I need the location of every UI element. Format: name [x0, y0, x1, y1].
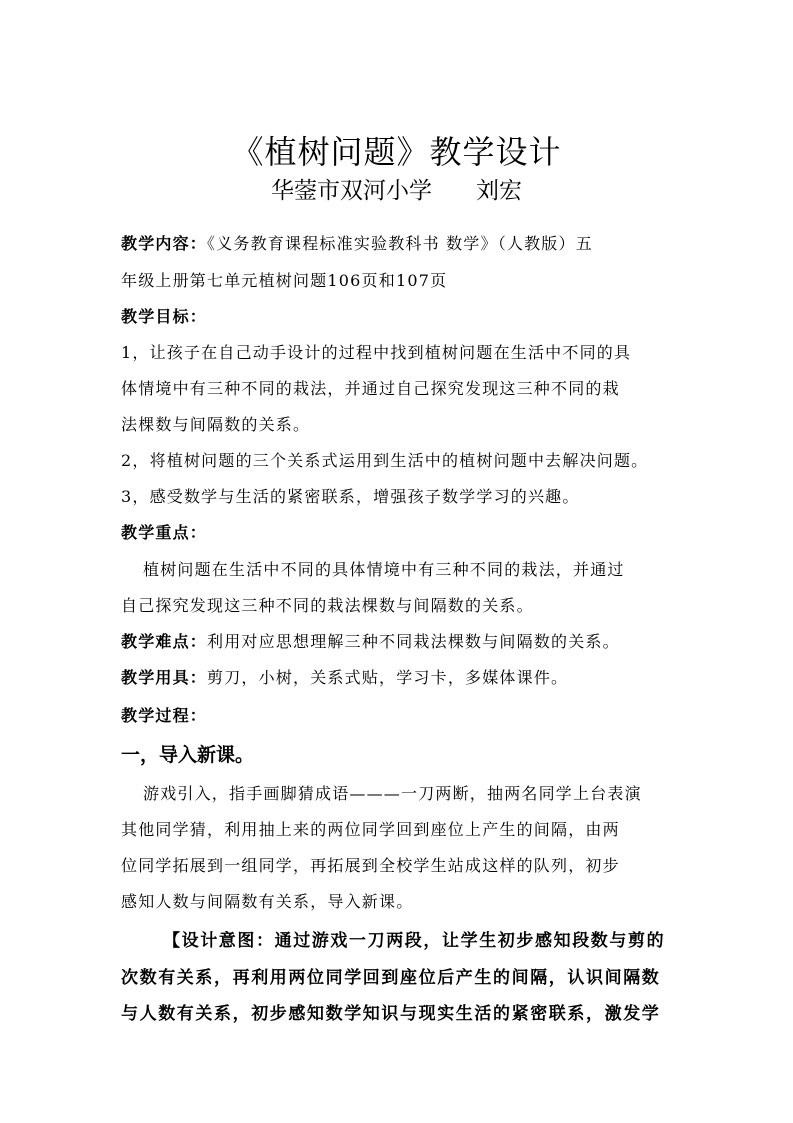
design-intent-line: 【设计意图：通过游戏一刀两段，让学生初步感知段数与剪的	[163, 931, 666, 951]
tools-line	[121, 666, 681, 690]
section-line: 感知人数与间隔数有关系，导入新课。	[121, 892, 414, 911]
section-line: 其他同学猜，利用抽上来的两位同学回到座位上产生的间隔，由两	[121, 820, 620, 839]
school-name: 华蓥市双河小学	[271, 178, 432, 204]
goals-line: 法棵数与间隔数的关系。	[121, 415, 311, 434]
focus-label: 教学重点：	[121, 523, 208, 542]
goals-line: 2，将植树问题的三个关系式运用到生活中的植树问题中去解决问题。	[121, 451, 649, 470]
goals-line: 体情境中有三种不同的栽法，并通过自己探究发现这三种不同的栽	[121, 379, 620, 398]
section-line: 位同学拓展到一组同学，再拓展到全校学生站成这样的队列，初步	[121, 856, 620, 875]
section-line: 游戏引入，指手画脚猜成语———一刀两断，抽两名同学上台表演	[143, 784, 642, 803]
tools-label: 教学用具：	[121, 668, 208, 687]
content-line-2: 年级上册第七单元植树问题106页和107页	[121, 271, 448, 290]
author-line	[0, 176, 793, 206]
focus-line: 自己探究发现这三种不同的栽法棵数与间隔数的关系。	[121, 596, 534, 615]
goals-line: 1，让孩子在自己动手设计的过程中找到植树问题在生活中不同的具	[121, 343, 632, 362]
design-intent-line: 次数有关系，再利用两位同学回到座位后产生的间隔，认识间隔数	[121, 968, 661, 988]
process-label: 教学过程：	[121, 706, 208, 725]
tools-text: 剪刀，小树，关系式贴，学习卡，多媒体课件。	[207, 668, 569, 687]
difficulty-line	[121, 630, 681, 654]
focus-line: 植树问题在生活中不同的具体情境中有三种不同的栽法，并通过	[143, 560, 625, 579]
goals-line: 3，感受数学与生活的紧密联系，增强孩子数学学习的兴趣。	[121, 487, 580, 506]
author-name: 刘宏	[476, 178, 522, 204]
design-intent-line: 与人数有关系，初步感知数学知识与现实生活的紧密联系，激发学	[121, 1004, 661, 1024]
document-title: 《植树问题》教学设计	[231, 133, 562, 171]
goals-label: 教学目标：	[121, 307, 208, 326]
content-text-1: 《义务教育课程标准实验教科书 数学》（人教版）五	[207, 234, 593, 253]
difficulty-text: 利用对应思想理解三种不同栽法棵数与间隔数的关系。	[207, 632, 620, 651]
content-line-1	[121, 232, 681, 256]
content-label: 教学内容：	[121, 234, 208, 253]
section-heading: 一，导入新课。	[121, 744, 255, 766]
difficulty-label: 教学难点：	[121, 632, 208, 651]
